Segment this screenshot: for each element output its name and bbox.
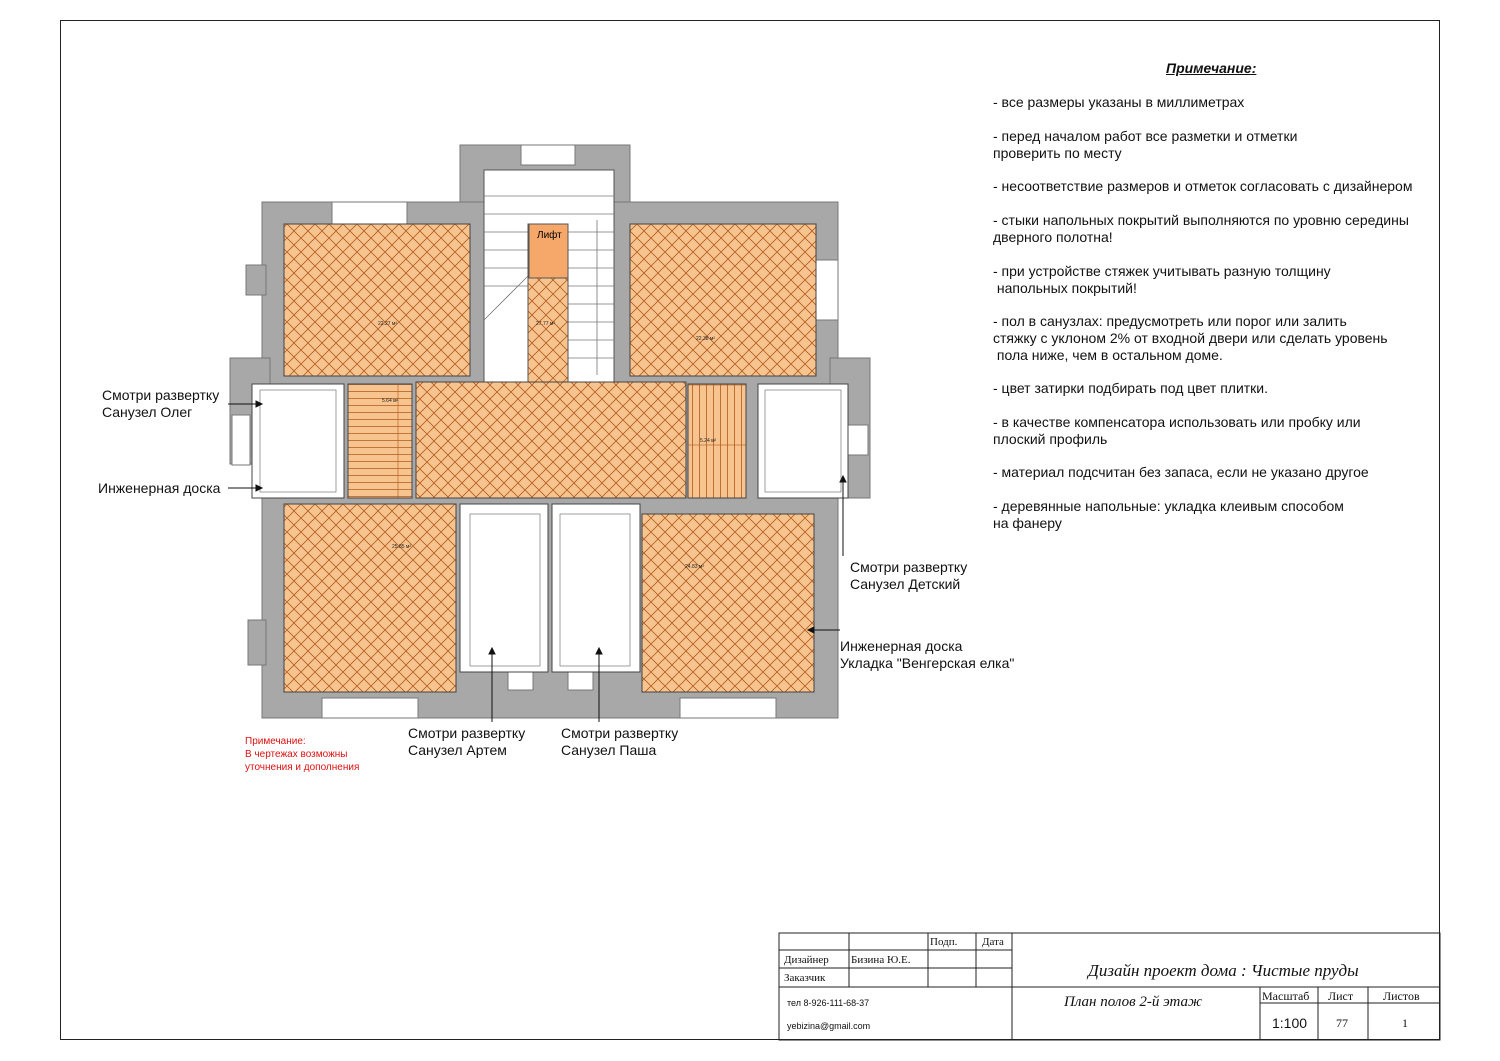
tb-sheets-value: 1	[1402, 1016, 1408, 1030]
area-closet-w: 5.64 м²	[382, 398, 399, 404]
note-item: - все размеры указаны в миллиметрах	[993, 94, 1245, 110]
area-room-nw: 22.27 м²	[378, 321, 398, 327]
tb-project-title: Дизайн проект дома : Чистые пруды	[1088, 961, 1359, 980]
callout-bathroom-oleg: Смотри развертку Санузел Олег	[102, 387, 220, 420]
tb-scale-value: 1:100	[1272, 1015, 1308, 1031]
note-item: - стыки напольных покрытий выполняются по уровню середины дверного полотна!	[993, 212, 1409, 245]
tb-phone: тел 8-926-111-68-37	[787, 998, 870, 1008]
callout-bathroom-artem: Смотри развертку Санузел Артем	[408, 725, 526, 758]
note-item: - деревянные напольные: укладка клеивым способом на фанеру	[993, 498, 1344, 531]
note-item: - пол в санузлах: предусмотреть или порог или залить стяжку с уклоном 2% от входной двери или сделать уровень пола ниже, чем в остальном доме.	[993, 313, 1388, 363]
area-room-se: 24.83 м²	[685, 564, 705, 570]
area-room-sw: 25.85 м²	[392, 544, 412, 550]
tb-scale-label: Масштаб	[1262, 989, 1310, 1003]
tb-data: Дата	[982, 936, 1004, 948]
note-item: - при устройстве стяжек учитывать разную толщину напольных покрытий!	[993, 263, 1331, 296]
tb-designer-label: Дизайнер	[784, 954, 829, 966]
note-item: - цвет затирки подбирать под цвет плитки.	[993, 380, 1269, 396]
tb-podp: Подп.	[930, 936, 958, 948]
callout-eng-board-right: Инженерная доска Укладка "Венгерская елка"	[840, 638, 1015, 671]
callout-bathroom-pasha: Смотри развертку Санузел Паша	[561, 725, 679, 758]
tb-sheets-label: Листов	[1383, 989, 1420, 1003]
tb-sheet-title: План полов 2-й этаж	[1064, 994, 1202, 1010]
area-hall: 27.77 м²	[536, 321, 556, 327]
tb-sheet-value: 77	[1336, 1016, 1348, 1030]
area-room-ne: 22.38 м²	[696, 336, 716, 342]
tb-sheet-label: Лист	[1328, 989, 1354, 1003]
callout-bathroom-detsky: Смотри развертку Санузел Детский	[850, 559, 968, 592]
red-remark: Примечание: В чертежах возможны уточнения и дополнения	[245, 736, 360, 773]
note-item: - перед началом работ все разметки и отметки проверить по месту	[993, 128, 1298, 161]
callout-eng-board-left: Инженерная доска	[98, 480, 221, 496]
notes-title: Примечание:	[1166, 60, 1257, 76]
note-item: - материал подсчитан без запаса, если не указано другое	[993, 464, 1369, 480]
tb-email: yebizina@gmail.com	[787, 1021, 871, 1031]
note-item: - несоответствие размеров и отметок согласовать с дизайнером	[993, 178, 1413, 194]
note-item: - в качестве компенсатора использовать или пробку или плоский профиль	[993, 414, 1361, 447]
lift-label: Лифт	[537, 230, 562, 241]
tb-designer-name: Бизина Ю.Е.	[851, 954, 911, 966]
tb-client-label: Заказчик	[784, 972, 826, 984]
area-closet-e: 5.24 м²	[700, 438, 717, 444]
